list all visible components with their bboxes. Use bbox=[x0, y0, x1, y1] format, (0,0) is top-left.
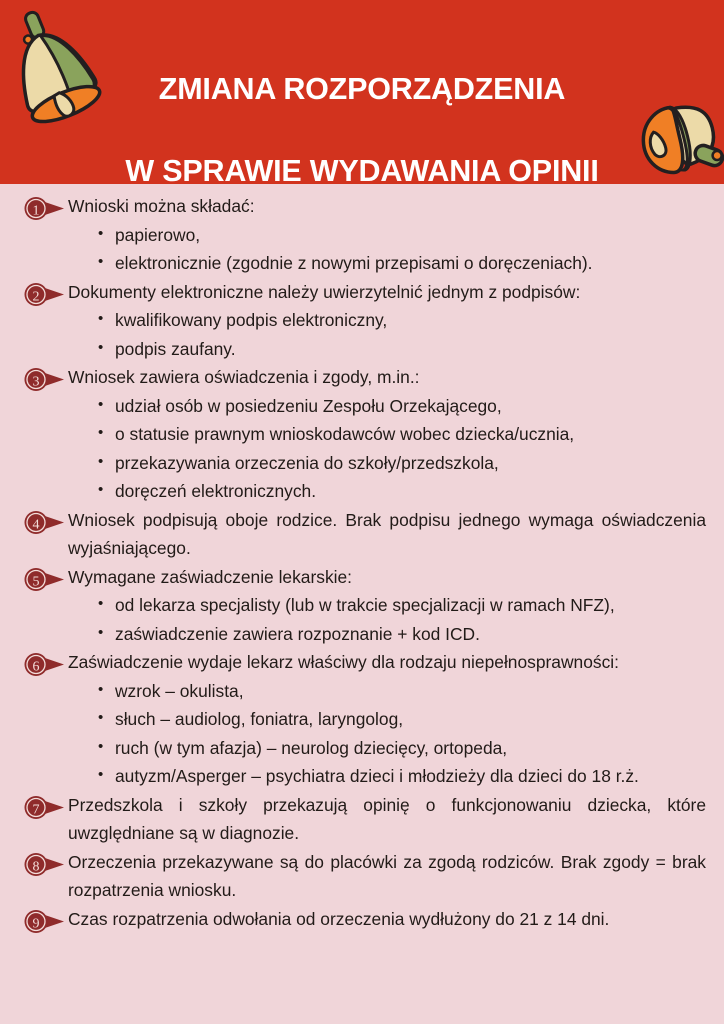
list-item bbox=[0, 506, 724, 563]
numbered-list bbox=[0, 184, 724, 933]
item-marker-3 bbox=[22, 366, 68, 393]
item-marker-5 bbox=[22, 566, 68, 593]
item-number: 6 bbox=[32, 659, 40, 675]
list-item bbox=[0, 848, 724, 905]
list-item-text: Orzeczenia przekazywane są do placówki za zgodą rodziców. Brak zgody = brak rozpatrzenia wniosku. bbox=[68, 851, 706, 900]
item-number: 7 bbox=[32, 801, 40, 817]
sub-bullet-item: • elektronicznie (zgodnie z nowymi przepisami o doręczeniach). bbox=[98, 249, 706, 278]
item-marker-4 bbox=[22, 509, 68, 536]
megaphone-icon bbox=[634, 92, 724, 184]
item-marker-9 bbox=[22, 908, 68, 935]
poster-header bbox=[0, 0, 724, 184]
sub-bullet-item: • przekazywania orzeczenia do szkoły/przedszkola, bbox=[98, 449, 706, 478]
sub-bullet-item: • papierowo, bbox=[98, 221, 706, 250]
sub-bullet-item: • słuch – audiolog, foniatra, laryngolog, bbox=[98, 705, 706, 734]
list-item-text: Dokumenty elektroniczne należy uwierzytelnić jednym z podpisów: bbox=[68, 281, 581, 302]
list-item-text: Wniosek zawiera oświadczenia i zgody, m.in.: bbox=[68, 367, 420, 387]
sub-bullet-item: • kwalifikowany podpis elektroniczny, bbox=[98, 306, 706, 335]
sub-bullet-list bbox=[68, 221, 706, 278]
list-item-text: Zaświadczenie wydaje lekarz właściwy dla rodzaju niepełnosprawności: bbox=[68, 652, 619, 672]
list-item bbox=[0, 905, 724, 934]
list-item bbox=[0, 648, 724, 791]
list-item-text: Przedszkola i szkoły przekazują opinię o funkcjonowaniu dziecka, które uwzględniane są w diagnozie. bbox=[68, 794, 706, 843]
item-marker-8 bbox=[22, 851, 68, 878]
list-item bbox=[0, 363, 724, 506]
item-number: 3 bbox=[32, 374, 40, 390]
list-item bbox=[0, 791, 724, 848]
item-number: 4 bbox=[32, 516, 40, 532]
item-marker-2 bbox=[22, 281, 68, 308]
item-marker-1 bbox=[22, 195, 68, 222]
sub-bullet-item: • udział osób w posiedzeniu Zespołu Orzekającego, bbox=[98, 392, 706, 421]
item-number: 5 bbox=[32, 573, 40, 589]
list-item bbox=[0, 563, 724, 649]
sub-bullet-item: • wzrok – okulista, bbox=[98, 677, 706, 706]
bell-icon bbox=[2, 6, 106, 132]
list-item-text: Wymagane zaświadczenie lekarskie: bbox=[68, 566, 353, 587]
page-title bbox=[96, 28, 628, 184]
sub-bullet-list bbox=[68, 306, 706, 363]
item-marker-7 bbox=[22, 794, 68, 821]
sub-bullet-list bbox=[68, 677, 706, 791]
sub-bullet-item: • od lekarza specjalisty (lub w trakcie specjalizacji w ramach NFZ), bbox=[98, 591, 706, 620]
title-line-2: W SPRAWIE WYDAWANIA OPINII bbox=[125, 154, 599, 184]
sub-bullet-item: • doręczeń elektronicznych. bbox=[98, 477, 706, 506]
sub-bullet-item: • o statusie prawnym wnioskodawców wobec dziecka/ucznia, bbox=[98, 420, 706, 449]
list-item bbox=[0, 278, 724, 364]
sub-bullet-item: • autyzm/Asperger – psychiatra dzieci i młodzieży dla dzieci do 18 r.ż. bbox=[98, 762, 706, 791]
item-number: 9 bbox=[32, 915, 40, 931]
list-item-text: Wnioski można składać: bbox=[68, 196, 255, 216]
item-number: 8 bbox=[32, 858, 40, 874]
list-item-text: Czas rozpatrzenia odwołania od orzeczenia wydłużony do 21 z 14 dni. bbox=[68, 908, 610, 929]
sub-bullet-list bbox=[68, 392, 706, 506]
sub-bullet-item: • podpis zaufany. bbox=[98, 335, 706, 364]
title-line-1: ZMIANA ROZPORZĄDZENIA bbox=[158, 72, 566, 106]
list-item bbox=[0, 192, 724, 278]
item-number: 1 bbox=[32, 203, 40, 219]
item-marker-6 bbox=[22, 651, 68, 678]
sub-bullet-item: • zaświadczenie zawiera rozpoznanie + kod ICD. bbox=[98, 620, 706, 649]
item-number: 2 bbox=[32, 288, 40, 304]
sub-bullet-list bbox=[68, 591, 706, 648]
list-item-text: Wniosek podpisują oboje rodzice. Brak podpisu jednego wymaga oświadczenia wyjaśniającego. bbox=[68, 509, 706, 558]
sub-bullet-item: • ruch (w tym afazja) – neurolog dziecięcy, ortopeda, bbox=[98, 734, 706, 763]
